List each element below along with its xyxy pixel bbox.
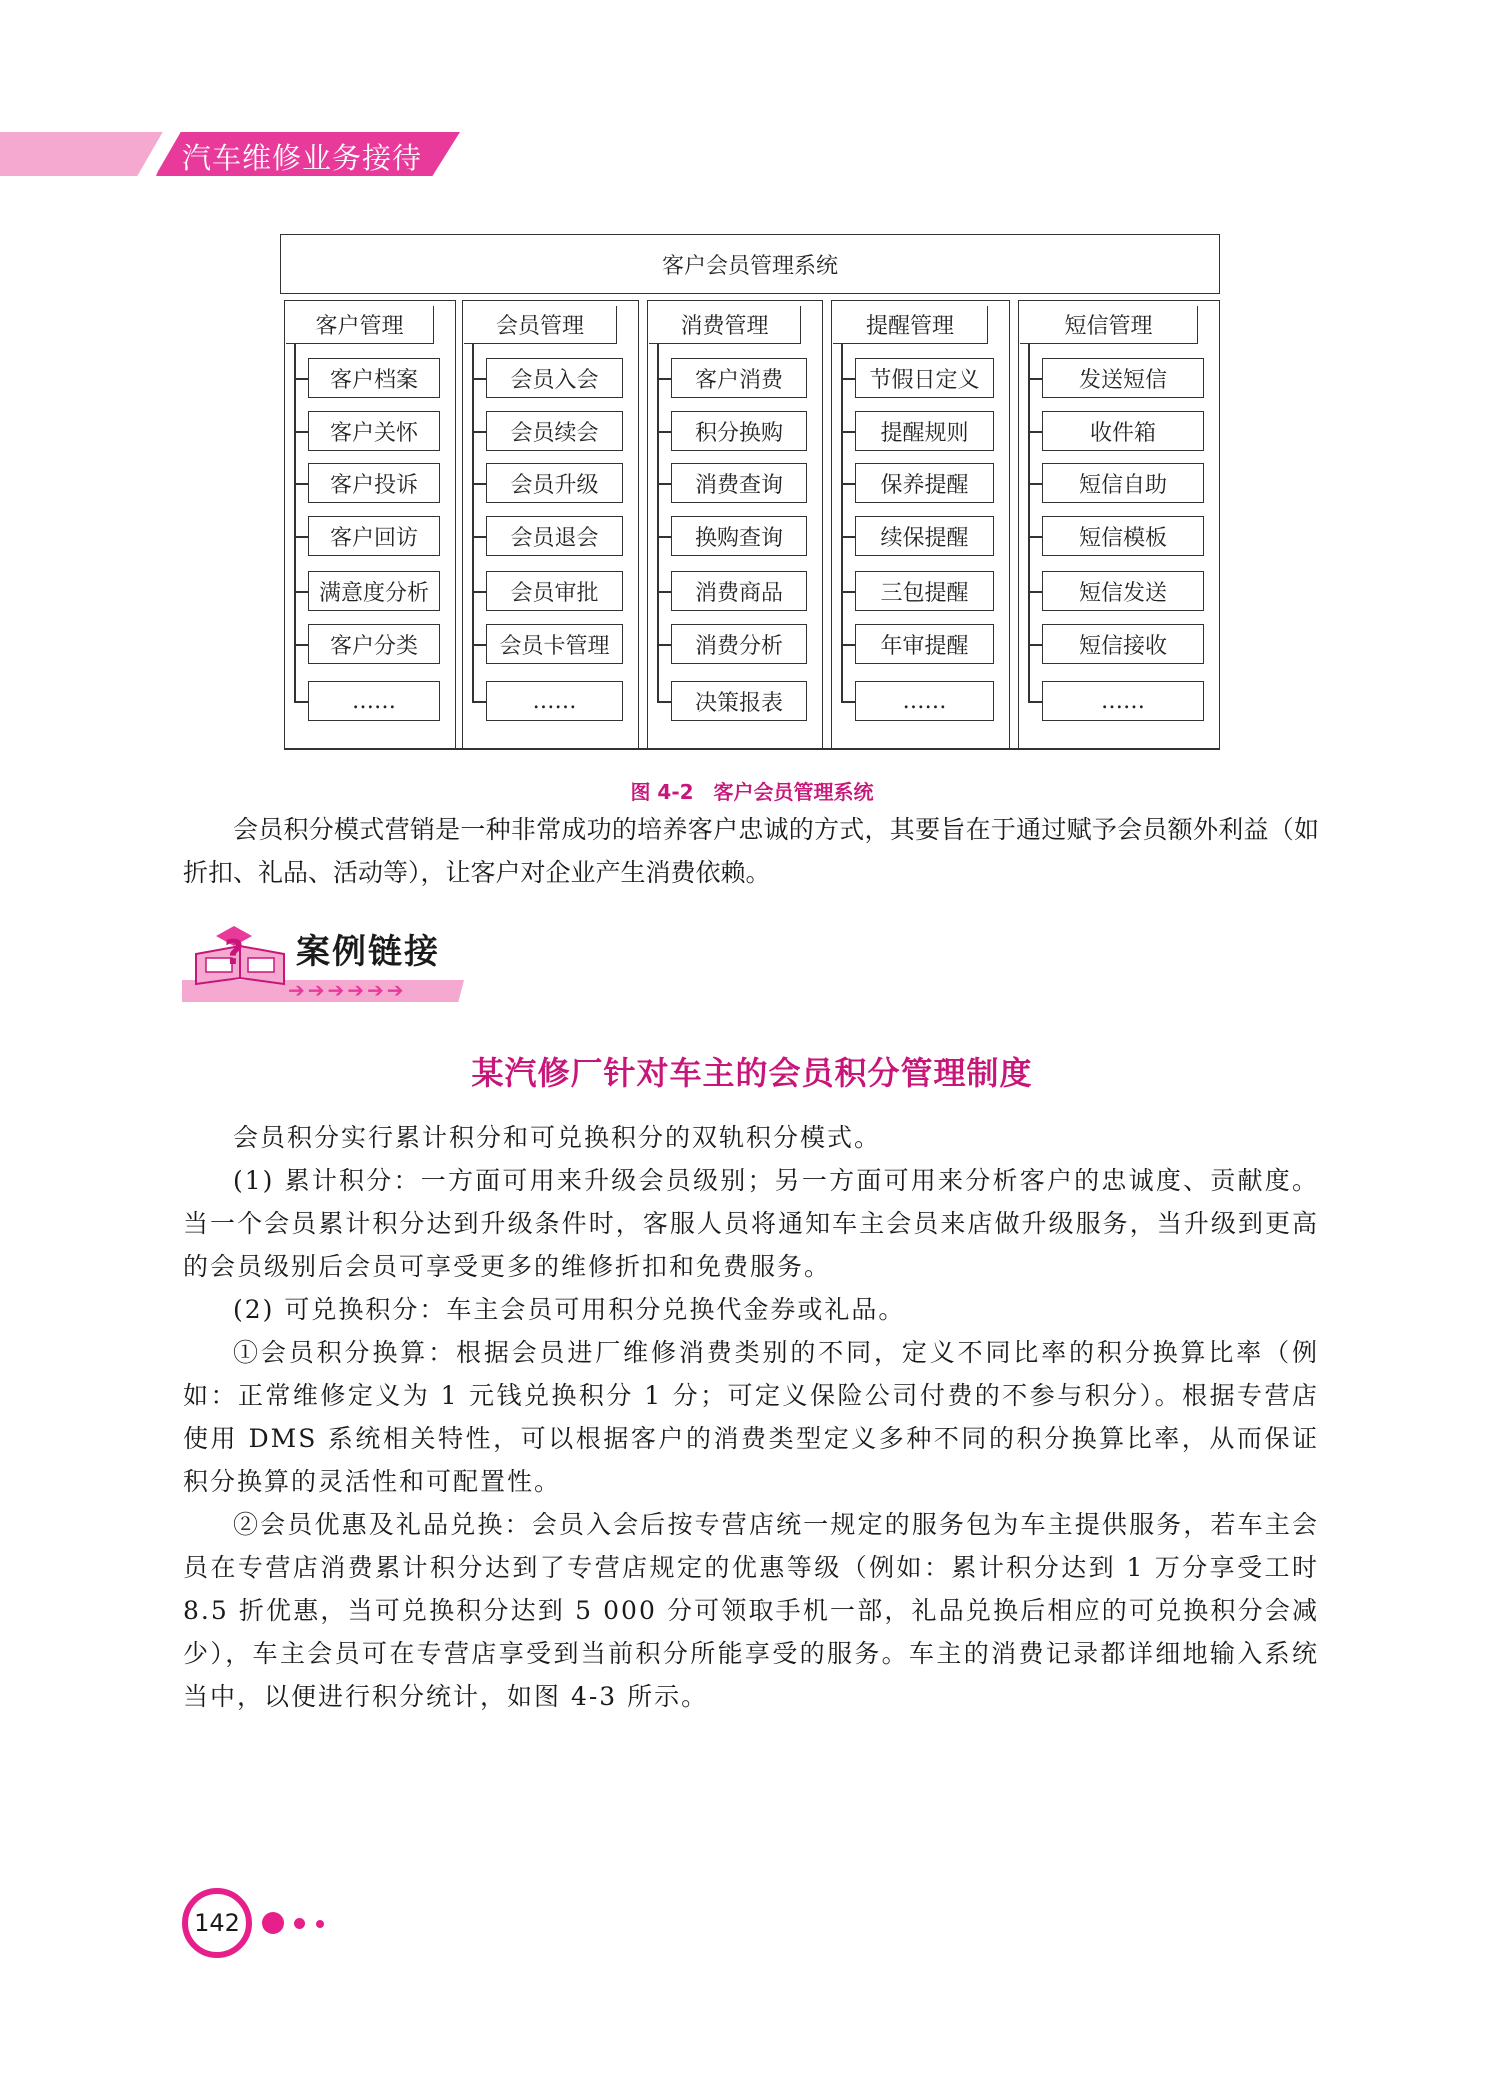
diagram-connector — [657, 701, 671, 703]
case-link-title: 案例链接 — [296, 932, 440, 972]
diagram-connector — [472, 431, 486, 433]
diagram-column-header: 消费管理 — [649, 306, 801, 344]
diagram-item-box: 保养提醒 — [855, 463, 994, 503]
diagram-item-box: 短信自助 — [1042, 463, 1204, 503]
diagram-item-box: 消费分析 — [671, 624, 807, 664]
diagram-connector — [657, 644, 671, 646]
diagram-item-box: 会员入会 — [486, 358, 623, 398]
diagram-connector — [841, 378, 855, 380]
case-link-badge — [180, 918, 466, 1010]
diagram-item-box: 三包提醒 — [855, 571, 994, 611]
svg-text:?: ? — [224, 933, 244, 973]
diagram-item-box: 发送短信 — [1042, 358, 1204, 398]
diagram-item-box: 客户档案 — [308, 358, 440, 398]
diagram-connector — [1028, 431, 1042, 433]
diagram-connector — [1028, 644, 1042, 646]
diagram-connector — [1028, 591, 1042, 593]
body-paragraph: 会员积分实行累计积分和可兑换积分的双轨积分模式。 — [233, 1123, 882, 1152]
diagram-column-header: 会员管理 — [464, 306, 617, 344]
diagram-connector — [472, 701, 486, 703]
intro-text: 会员积分模式营销是一种非常成功的培养客户忠诚的方式，其要旨在于通过赋予会员额外利益（如折扣、礼品、活动等），让客户对企业产生消费依赖。 — [183, 815, 1319, 887]
diagram-item-box: …… — [486, 681, 623, 721]
diagram-connector — [294, 644, 308, 646]
running-header — [0, 132, 470, 176]
diagram-connector — [657, 536, 671, 538]
diagram-spine — [294, 344, 296, 701]
diagram-connector — [294, 378, 308, 380]
diagram-item-box: 会员卡管理 — [486, 624, 623, 664]
diagram-connector — [1028, 483, 1042, 485]
diagram-item-box: 决策报表 — [671, 681, 807, 721]
diagram-connector — [841, 483, 855, 485]
diagram-connector — [472, 483, 486, 485]
section-title: 某汽修厂针对车主的会员积分管理制度 — [471, 1054, 1033, 1092]
figure-caption: 图 4-2 客户会员管理系统 — [630, 780, 874, 804]
diagram-spine — [657, 344, 659, 701]
diagram-connector — [294, 431, 308, 433]
diagram-connector — [657, 378, 671, 380]
diagram-connector — [841, 591, 855, 593]
case-body — [183, 1116, 1319, 1718]
diagram-connector — [294, 483, 308, 485]
diagram-connector — [841, 431, 855, 433]
diagram-connector — [841, 536, 855, 538]
diagram-connector — [294, 591, 308, 593]
diagram-item-box: 节假日定义 — [855, 358, 994, 398]
diagram-spine — [1028, 344, 1030, 701]
diagram-item-box: 客户消费 — [671, 358, 807, 398]
diagram-item-box: 满意度分析 — [308, 571, 440, 611]
diagram-item-box: …… — [855, 681, 994, 721]
diagram-item-box: 客户关怀 — [308, 411, 440, 451]
body-paragraph: ②会员优惠及礼品兑换：会员入会后按专营店统一规定的服务包为车主提供服务，若车主会员在专营店消费累计积分达到了专营店规定的优惠等级（例如：累计积分达到 1 万分享受工时 8.5 折优惠，当可兑换积分达到 5 000 分可领取手机一部，礼品兑换后相应的可兑换积分会减少），车主会员可在专营店享受到当前积分所能享受的服务。车主的消费记录都详细地输入系统当中，以便进行积分统计，如图 4-3 所示。 — [183, 1510, 1319, 1711]
diagram-item-box: 提醒规则 — [855, 411, 994, 451]
diagram-root-box: 客户会员管理系统 — [280, 234, 1220, 294]
diagram-connector — [841, 701, 855, 703]
page-dot-large — [262, 1912, 284, 1934]
diagram-item-box: 客户投诉 — [308, 463, 440, 503]
diagram-item-box: 短信接收 — [1042, 624, 1204, 664]
header-title: 汽车维修业务接待 — [182, 141, 423, 175]
diagram-item-box: 会员审批 — [486, 571, 623, 611]
diagram-item-box: …… — [308, 681, 440, 721]
diagram-column-header: 提醒管理 — [833, 306, 988, 344]
page-number: 142 — [182, 1888, 252, 1958]
diagram-connector — [472, 378, 486, 380]
diagram-connector — [657, 431, 671, 433]
diagram-item-box: 会员退会 — [486, 516, 623, 556]
question-book-icon — [190, 924, 292, 988]
diagram-connector — [1028, 536, 1042, 538]
diagram-connector — [472, 644, 486, 646]
membership-system-diagram — [280, 234, 1220, 749]
diagram-spine — [841, 344, 843, 701]
diagram-connector — [657, 591, 671, 593]
body-paragraph: (1) 累计积分：一方面可用来升级会员级别；另一方面可用来分析客户的忠诚度、贡献度。当一个会员累计积分达到升级条件时，客服人员将通知车主会员来店做升级服务，当升级到更高的会员级别后会员可享受更多的维修折扣和免费服务。 — [183, 1166, 1319, 1281]
diagram-connector — [294, 536, 308, 538]
diagram-item-box: 客户分类 — [308, 624, 440, 664]
diagram-item-box: 会员续会 — [486, 411, 623, 451]
diagram-item-box: 短信模板 — [1042, 516, 1204, 556]
body-paragraph: ①会员积分换算：根据会员进厂维修消费类别的不同，定义不同比率的积分换算比率（例如：正常维修定义为 1 元钱兑换积分 1 分；可定义保险公司付费的不参与积分）。根据专营店使用 DMS 系统相关特性，可以根据客户的消费类型定义多种不同的积分换算比率，从而保证积分换算的灵活性和可配置性。 — [183, 1338, 1319, 1496]
diagram-connector — [1028, 701, 1042, 703]
diagram-item-box: 换购查询 — [671, 516, 807, 556]
diagram-item-box: 消费查询 — [671, 463, 807, 503]
diagram-item-box: …… — [1042, 681, 1204, 721]
page-dot-small — [316, 1920, 324, 1928]
page-dot-medium — [294, 1918, 305, 1929]
intro-paragraph — [183, 808, 1319, 894]
diagram-item-box: 续保提醒 — [855, 516, 994, 556]
diagram-item-box: 积分换购 — [671, 411, 807, 451]
diagram-connector — [657, 483, 671, 485]
diagram-connector — [1028, 378, 1042, 380]
diagram-connector — [841, 644, 855, 646]
diagram-column-header: 客户管理 — [286, 306, 434, 344]
diagram-connector — [294, 701, 308, 703]
diagram-bottom-rule — [284, 748, 1220, 750]
arrow-strip-icon: ➔➔➔➔➔➔ — [288, 978, 407, 1002]
diagram-item-box: 客户回访 — [308, 516, 440, 556]
diagram-column-header: 短信管理 — [1020, 306, 1198, 344]
diagram-item-box: 年审提醒 — [855, 624, 994, 664]
diagram-item-box: 会员升级 — [486, 463, 623, 503]
diagram-connector — [472, 536, 486, 538]
body-paragraph: (2) 可兑换积分：车主会员可用积分兑换代金券或礼品。 — [233, 1295, 906, 1324]
diagram-connector — [472, 591, 486, 593]
diagram-spine — [472, 344, 474, 701]
diagram-item-box: 收件箱 — [1042, 411, 1204, 451]
diagram-item-box: 短信发送 — [1042, 571, 1204, 611]
diagram-item-box: 消费商品 — [671, 571, 807, 611]
